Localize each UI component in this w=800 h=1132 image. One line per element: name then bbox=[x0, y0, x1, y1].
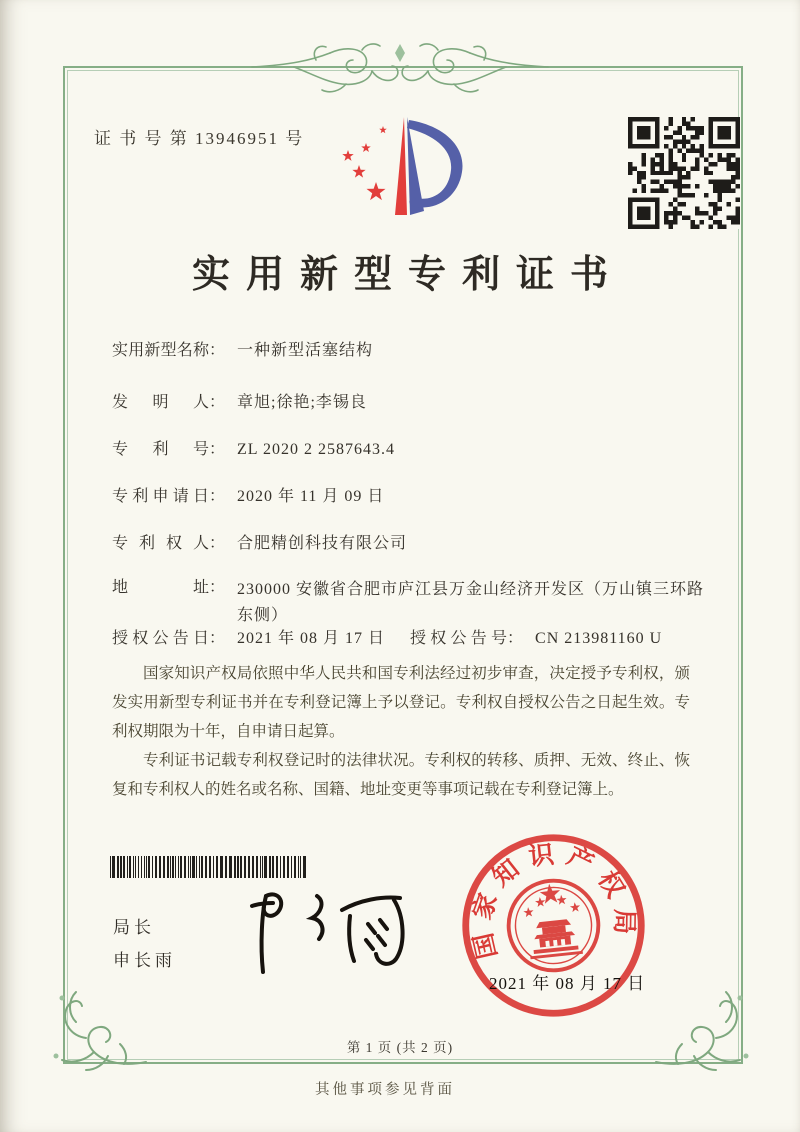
field-label: 地址 bbox=[112, 579, 209, 596]
field-row-name: 实用新型名称： 一种新型活塞结构 bbox=[112, 340, 373, 362]
signer-title: 局长 bbox=[113, 918, 155, 937]
official-seal-icon bbox=[446, 818, 660, 1032]
signer-name: 申长雨 bbox=[113, 951, 176, 970]
cert-number: 证 书 号 第 13946951 号 bbox=[94, 129, 305, 148]
field-label: 授权公告号 bbox=[410, 630, 507, 647]
page-number: 第 1 页 (共 2 页) bbox=[346, 1040, 454, 1055]
field-label: 授权公告日 bbox=[112, 630, 209, 647]
field-value: 2021 年 08 月 17 日 bbox=[237, 630, 386, 647]
top-ornament-icon bbox=[250, 38, 550, 96]
field-row-grant-date: 授权公告日： 2021 年 08 月 17 日 bbox=[112, 628, 385, 650]
field-value: 2020 年 11 月 09 日 bbox=[237, 488, 385, 505]
body-paragraph: 国家知识产权局依照中华人民共和国专利法经过初步审查，决定授予专利权，颁发实用新型专利证书并在专利登记簿上予以登记。专利权自授权公告之日起生效。专利权期限为十年，自申请日起算。 bbox=[112, 665, 690, 740]
field-label: 实用新型名称 bbox=[112, 342, 209, 359]
field-label: 专利申请日 bbox=[112, 488, 209, 505]
seal-date: 2021 年 08 月 17 日 bbox=[489, 974, 646, 993]
field-value: ZL 2020 2 2587643.4 bbox=[237, 441, 395, 458]
corner-flourish-right-icon bbox=[650, 986, 760, 1076]
field-row-address: 地址： 230000 安徽省合肥市庐江县万金山经济开发区（万山镇三环路东侧） bbox=[112, 577, 717, 629]
certificate-title: 实用新型专利证书 bbox=[191, 254, 624, 296]
signature-icon bbox=[222, 882, 422, 987]
corner-flourish-left-icon bbox=[42, 986, 152, 1076]
barcode bbox=[110, 856, 311, 878]
qr-code bbox=[628, 117, 740, 229]
back-note: 其他事项参见背面 bbox=[315, 1082, 455, 1098]
field-row-inventor: 发明人： 章旭;徐艳;李锡良 bbox=[112, 392, 367, 414]
field-value: 合肥精创科技有限公司 bbox=[237, 535, 408, 552]
field-value: 章旭;徐艳;李锡良 bbox=[237, 394, 367, 411]
field-label: 专利权人 bbox=[112, 535, 209, 552]
seal-org-text: 国家知识产权局 bbox=[467, 839, 639, 962]
field-label: 发明人 bbox=[112, 394, 209, 411]
field-row-filing-date: 专利申请日： 2020 年 11 月 09 日 bbox=[112, 486, 384, 508]
legal-text bbox=[112, 659, 690, 804]
cnipa-logo-icon bbox=[336, 104, 474, 228]
field-row-patent-no: 专利号： ZL 2020 2 2587643.4 bbox=[112, 439, 395, 461]
field-value: CN 213981160 U bbox=[535, 630, 663, 647]
field-value: 一种新型活塞结构 bbox=[237, 342, 374, 359]
field-label: 专利号 bbox=[112, 441, 209, 458]
field-row-patentee: 专利权人： 合肥精创科技有限公司 bbox=[112, 533, 407, 555]
body-paragraph: 专利证书记载专利权登记时的法律状况。专利权的转移、质押、无效、终止、恢复和专利权人的姓名或名称、国籍、地址变更等事项记载在专利登记簿上。 bbox=[112, 752, 690, 798]
national-emblem-icon bbox=[504, 876, 603, 975]
field-row-grant-no: 授权公告号： CN 213981160 U bbox=[410, 628, 662, 650]
field-value: 230000 安徽省合肥市庐江县万金山经济开发区（万山镇三环路东侧） bbox=[237, 581, 705, 624]
